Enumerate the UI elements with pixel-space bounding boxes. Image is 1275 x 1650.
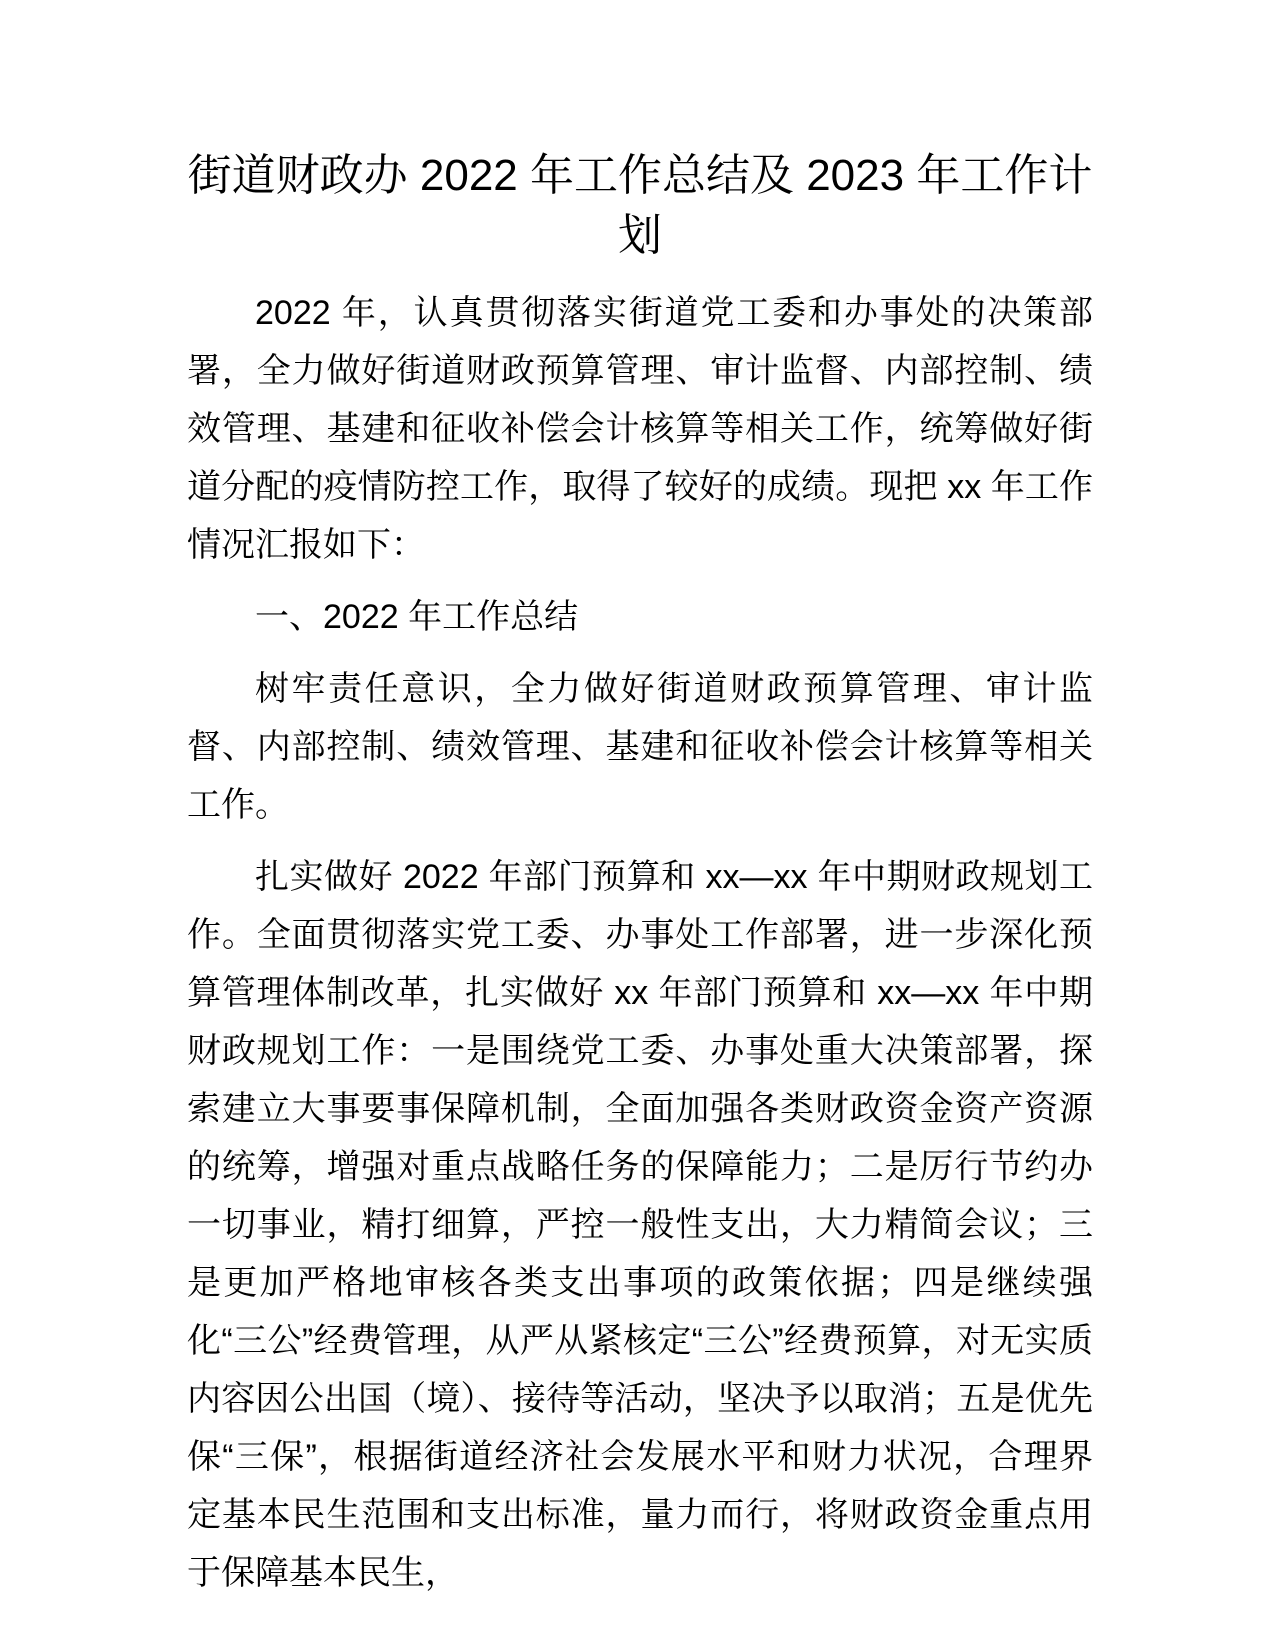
- paragraph-intro: 2022 年，认真贯彻落实街道党工委和办事处的决策部署，全力做好街道财政预算管理、审计监督、内部控制、绩效管理、基建和征收补偿会计核算等相关工作，统筹做好街道分配的疫情防控工作，取得了较好的成绩。现把 xx 年工作情况汇报如下：: [187, 294, 1093, 564]
- paragraph-budget-planning: 扎实做好 2022 年部门预算和 xx—xx 年中期财政规划工作。全面贯彻落实党工委、办事处工作部署，进一步深化预算管理体制改革，扎实做好 xx 年部门预算和 xx—xx 年中期财政规划工作：一是围绕党工委、办事处重大决策部署，探索建立大事要事保障机制，全面加强各类财政资金资产资源的统筹，增强对重点战略任务的保障能力；二是厉行节约办一切事业，精打细算，严控一般性支出，大力精简会议；三是更加严格地审核各类支出事项的政策依据；四是继续强化“三公”经费管理，从严从紧核定“三公”经费预算，对无实质内容因公出国（境）、接待等活动，坚决予以取消；五是优先保“三保”，根据街道经济社会发展水平和财力状况，合理界定基本民生范围和支出标准，量力而行，将财政资金重点用于保障基本民生，: [187, 858, 1093, 1592]
- section-heading-2022-summary: 一、2022 年工作总结: [255, 598, 579, 636]
- document-title: 街道财政办 2022 年工作总结及 2023 年工作计划: [187, 151, 1093, 260]
- paragraph-responsibility: 树牢责任意识，全力做好街道财政预算管理、审计监督、内部控制、绩效管理、基建和征收补偿会计核算等相关工作。: [187, 670, 1093, 824]
